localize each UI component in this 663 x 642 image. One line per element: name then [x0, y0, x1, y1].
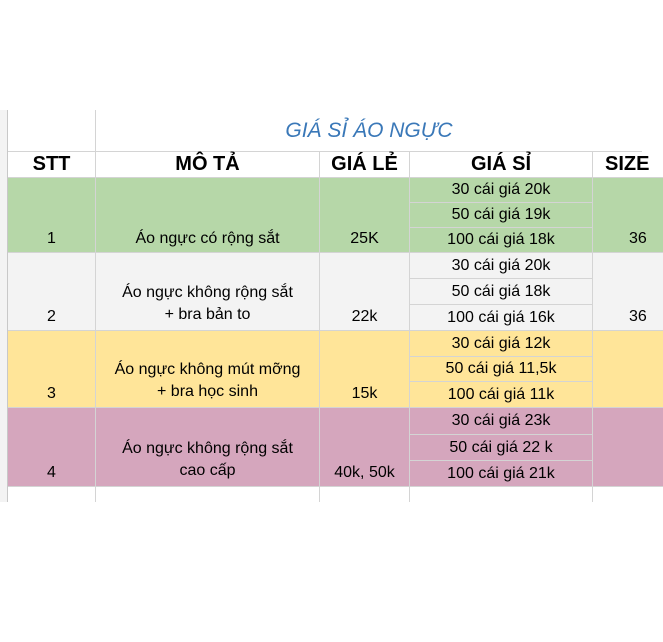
header-stt[interactable]: STT: [8, 152, 96, 178]
row4-description[interactable]: [96, 408, 320, 487]
empty-cell[interactable]: [8, 487, 96, 502]
row3-price-1[interactable]: 30 cái giá 12k: [410, 331, 593, 357]
header-wholesale-price[interactable]: GIÁ SỈ: [410, 152, 593, 178]
row1-price-3[interactable]: 100 cái giá 18k: [410, 228, 593, 253]
row2-price-2[interactable]: 50 cái giá 18k: [410, 279, 593, 305]
row1-stt[interactable]: 1: [8, 178, 96, 253]
empty-cell[interactable]: [410, 487, 593, 502]
row1-description[interactable]: Áo ngực có rộng sắt: [96, 178, 320, 253]
row3-description-line2: + bra học sinh: [157, 383, 258, 400]
sheet-title[interactable]: GIÁ SỈ ÁO NGỰC: [96, 110, 642, 152]
empty-cell[interactable]: [320, 487, 410, 502]
row3-retail[interactable]: 15k: [320, 331, 410, 408]
header-size[interactable]: SIZE: [593, 152, 663, 178]
row3-price-2[interactable]: 50 cái giá 11,5k: [410, 357, 593, 382]
row2-size[interactable]: 36: [593, 253, 663, 331]
row1-size[interactable]: 36: [593, 178, 663, 253]
row4-price-1[interactable]: 30 cái giá 23k: [410, 408, 593, 435]
row2-price-3[interactable]: 100 cái giá 16k: [410, 305, 593, 331]
header-description[interactable]: MÔ TẢ: [96, 152, 320, 178]
row3-description[interactable]: [96, 331, 320, 408]
row4-size[interactable]: [593, 408, 663, 487]
row1-price-2[interactable]: 50 cái giá 19k: [410, 203, 593, 228]
row2-retail[interactable]: 22k: [320, 253, 410, 331]
title-row-blank[interactable]: [8, 110, 96, 152]
row2-description-line1: Áo ngực không rộng sắt: [122, 284, 293, 301]
row3-size[interactable]: [593, 331, 663, 408]
row4-retail[interactable]: 40k, 50k: [320, 408, 410, 487]
row1-price-1[interactable]: 30 cái giá 20k: [410, 178, 593, 203]
row4-description-line2: cao cấp: [179, 462, 236, 479]
row4-price-2[interactable]: 50 cái giá 22 k: [410, 435, 593, 461]
row2-price-1[interactable]: 30 cái giá 20k: [410, 253, 593, 279]
row1-retail[interactable]: 25K: [320, 178, 410, 253]
empty-cell[interactable]: [96, 487, 320, 502]
row3-price-3[interactable]: 100 cái giá 11k: [410, 382, 593, 408]
row-header-column: [0, 110, 8, 502]
row3-description-line1: Áo ngực không mút mỡng: [114, 361, 301, 378]
row3-stt[interactable]: 3: [8, 331, 96, 408]
row4-stt[interactable]: 4: [8, 408, 96, 487]
row4-price-3[interactable]: 100 cái giá 21k: [410, 461, 593, 487]
row2-stt[interactable]: 2: [8, 253, 96, 331]
row4-description-line1: Áo ngực không rộng sắt: [122, 440, 293, 457]
empty-cell[interactable]: [593, 487, 642, 502]
row2-description[interactable]: [96, 253, 320, 331]
header-retail-price[interactable]: GIÁ LẺ: [320, 152, 410, 178]
row2-description-line2: + bra bản to: [164, 306, 251, 323]
